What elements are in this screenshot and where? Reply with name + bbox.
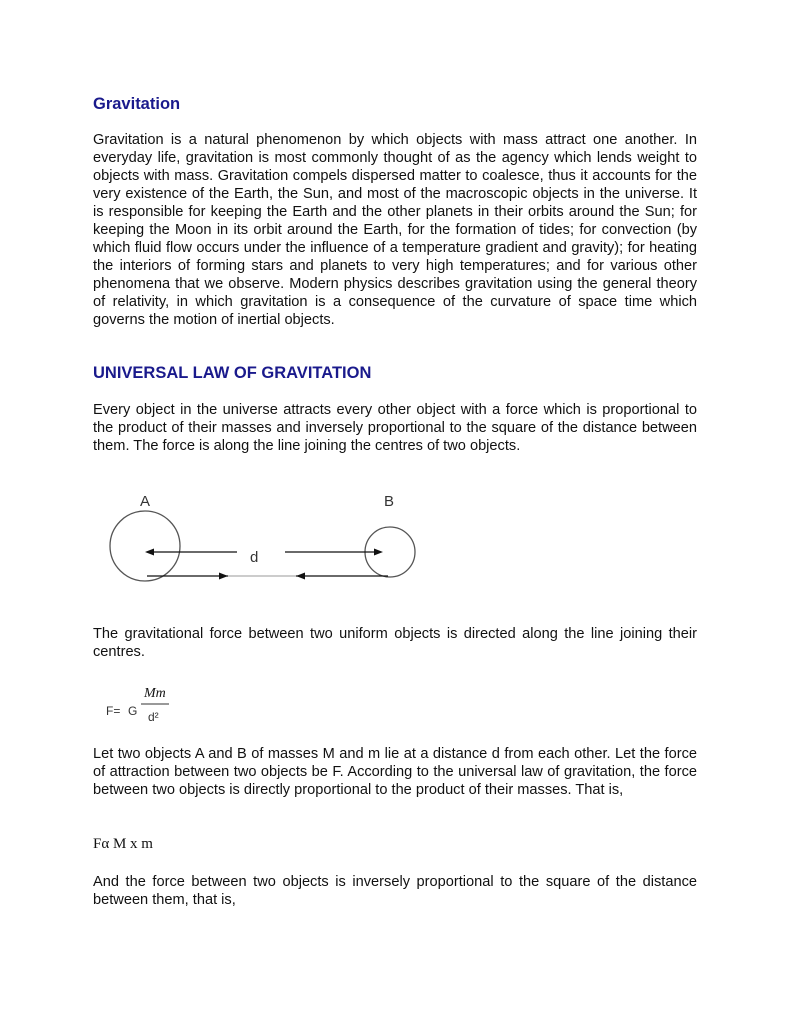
proportionality-statement: Fα M x m bbox=[93, 836, 153, 852]
formula-denominator: d² bbox=[148, 710, 159, 724]
label-d: d bbox=[250, 549, 259, 566]
formula-constant: G bbox=[128, 704, 138, 718]
gravitation-paragraph: Gravitation is a natural phenomenon by which objects with mass attract one another. In everyday life, gravitation is most commonly thought of as the agency which lends weight to objects with mass. Gravitation compels dispersed matter to coalesce, thus it accounts for the very existence of the Earth, the Sun, and most of the macroscopic objects in the universe. It is responsible for keeping the Earth and the other planets in their orbits around the Sun; for keeping the Moon in its orbit around the Earth, for the formation of tides; for convection (by which fluid flow occurs under the influence of a temperature gradient and gravity); for heating the interiors of forming stars and planets to very high temperatures; and for various other phenomena that we observe. Modern physics describes gravitation using the general theory of relativity, in which gravitation is a consequence of the curvature of space time which governs the motion of inertial objects. bbox=[93, 132, 697, 328]
two-masses-diagram bbox=[100, 488, 430, 588]
force-direction-paragraph: The gravitational force between two uniform objects is directed along the line joining their centres. bbox=[93, 626, 697, 660]
universal-law-heading: UNIVERSAL LAW OF GRAVITATION bbox=[93, 364, 372, 382]
inverse-square-paragraph: And the force between two objects is inversely proportional to the square of the distance between them, that is, bbox=[93, 874, 697, 908]
gravitation-heading: Gravitation bbox=[93, 95, 181, 113]
force-on-b-arrowhead bbox=[374, 549, 383, 556]
object-a-circle bbox=[110, 511, 180, 581]
label-a: A bbox=[140, 493, 151, 510]
masses-intro-paragraph: Let two objects A and B of masses M and m lie at a distance d from each other. Let the force of attraction between two objects be F. According to the universal law of gravitation, the force between two objects is directly proportional to the product of their masses. That is, bbox=[93, 746, 697, 798]
force-on-a-arrowhead bbox=[145, 549, 154, 556]
gravitation-formula bbox=[100, 680, 220, 728]
universal-law-paragraph: Every object in the universe attracts every other object with a force which is proportional to the product of their masses and inversely proportional to the square of the distance between them. The force is along the line joining the centres of two objects. bbox=[93, 402, 697, 454]
formula-numerator: Mm bbox=[144, 686, 166, 701]
distance-arrowhead-left bbox=[296, 573, 305, 580]
formula-lhs: F= bbox=[106, 704, 121, 718]
label-b: B bbox=[384, 493, 395, 510]
distance-arrowhead-right bbox=[219, 573, 228, 580]
